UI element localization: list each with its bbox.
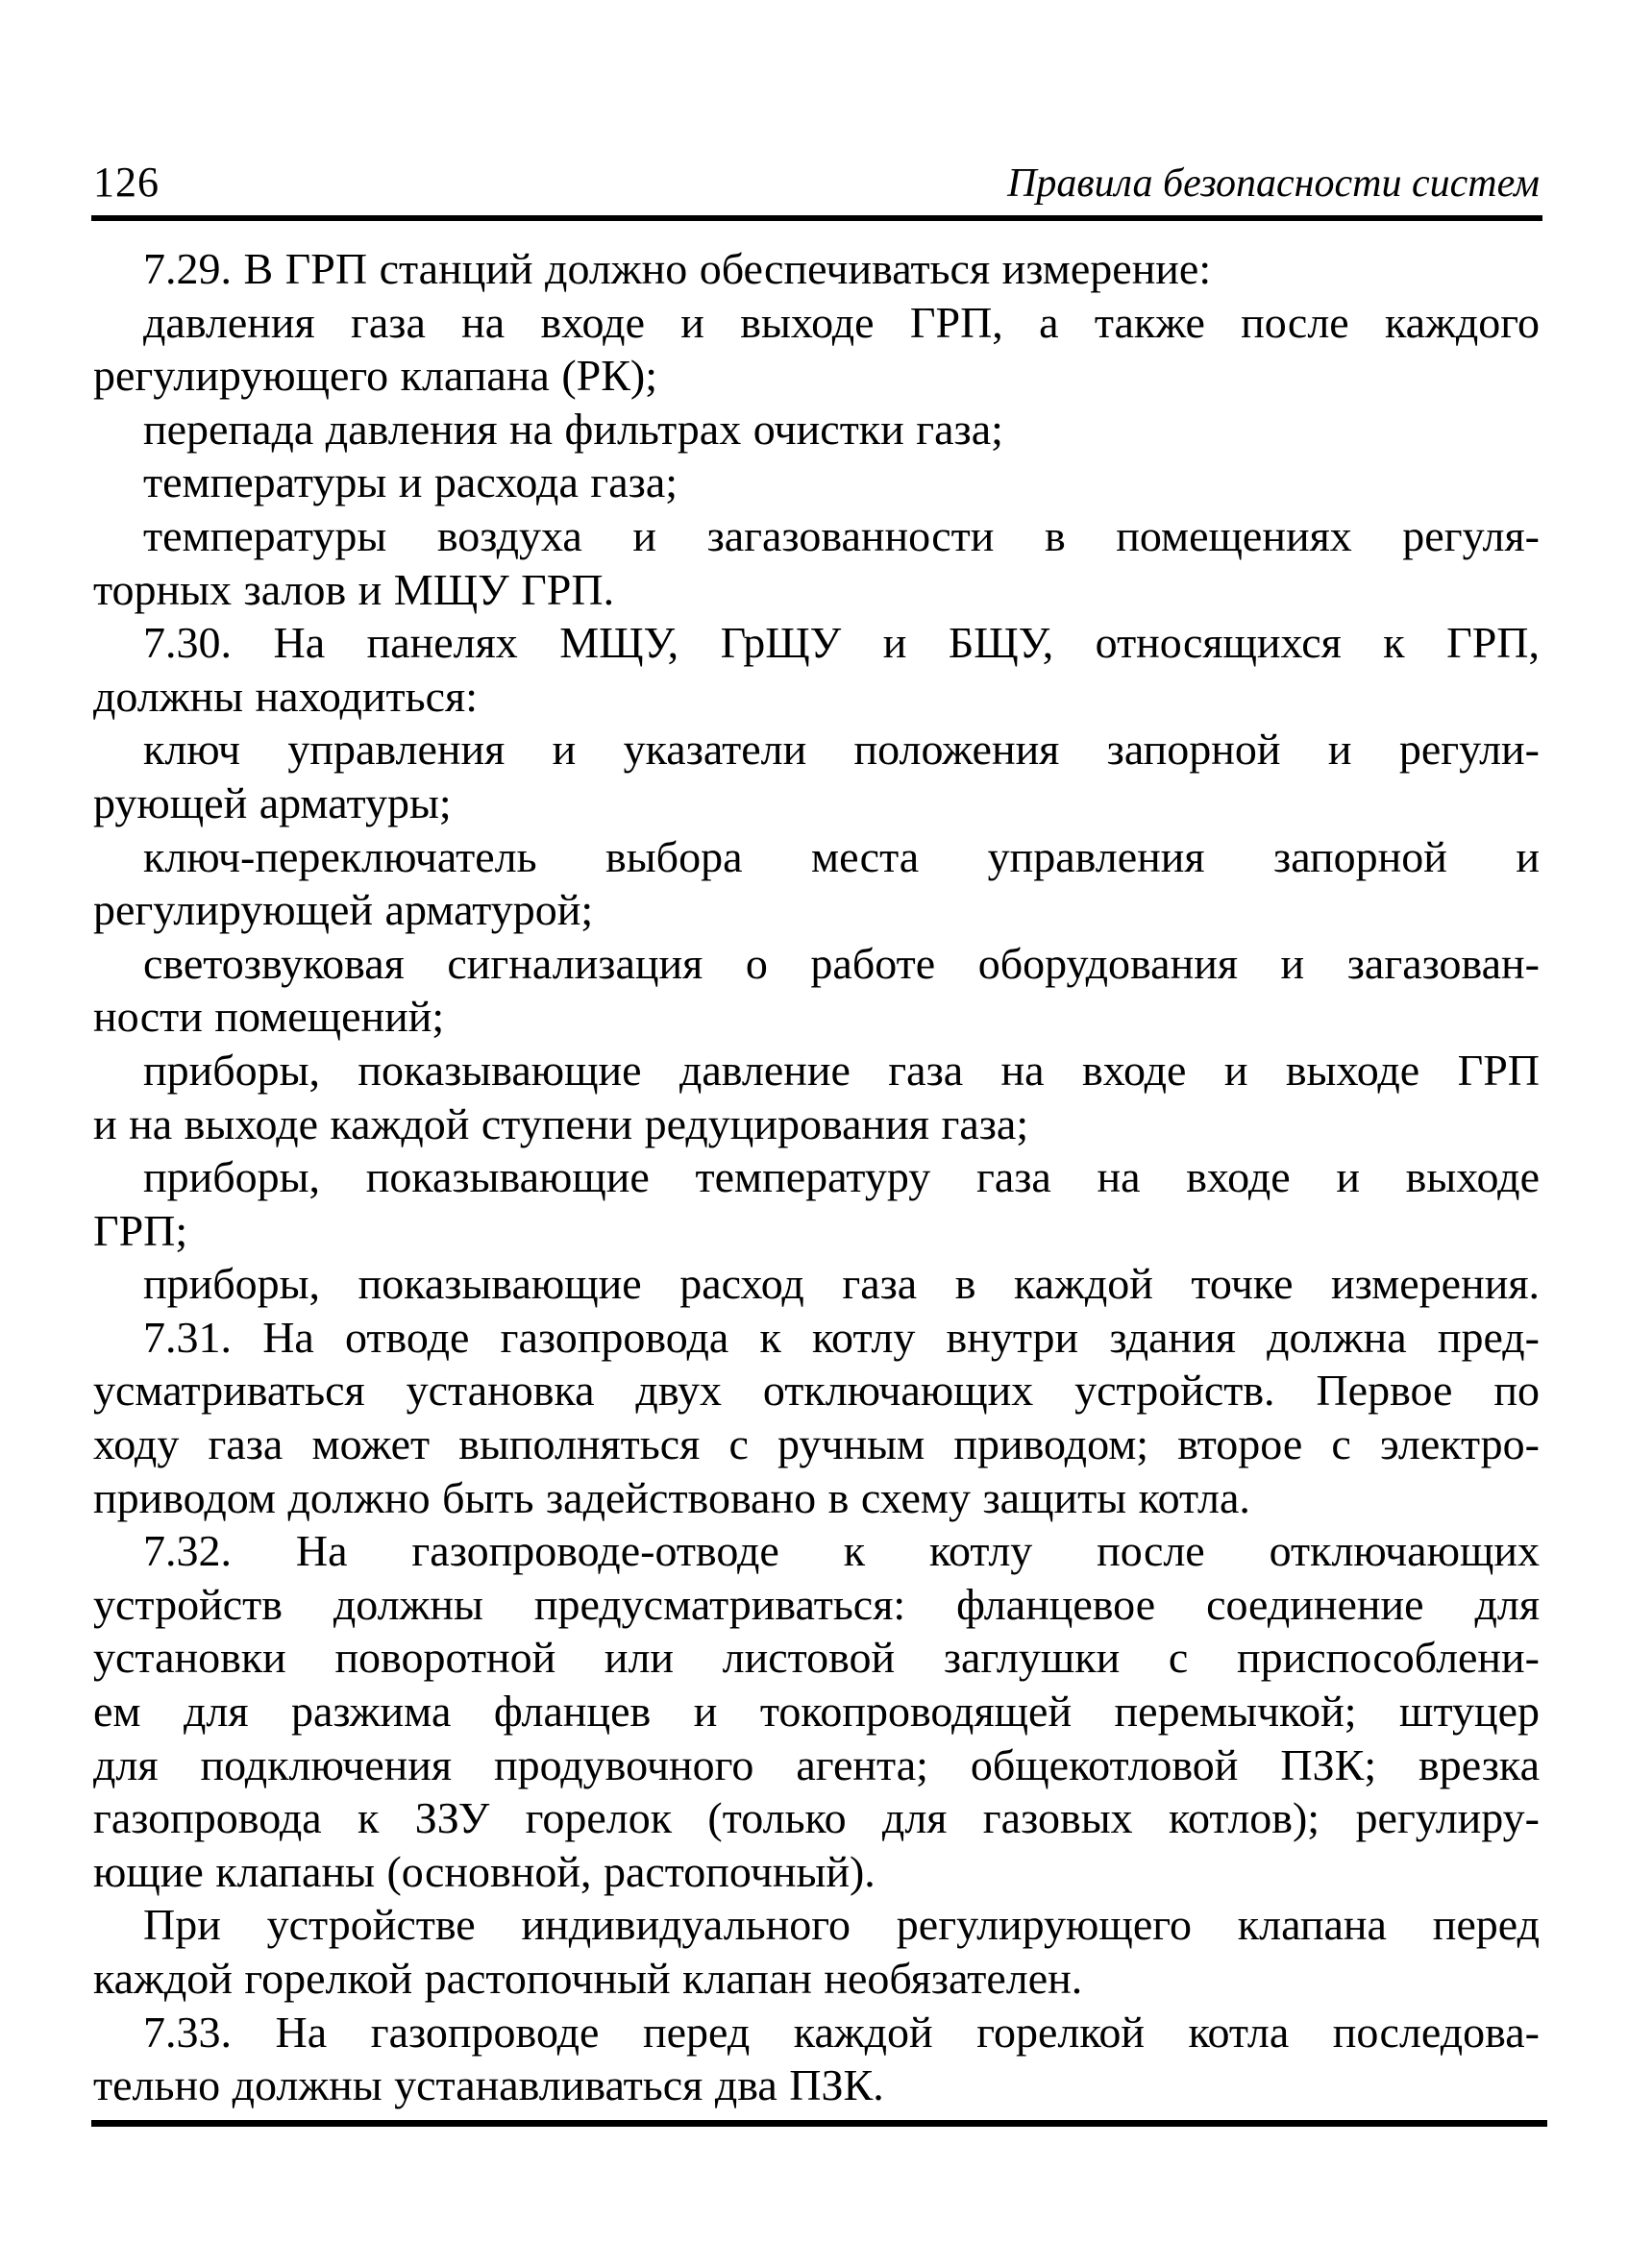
running-head: Правила безопасности систем xyxy=(1007,161,1540,206)
page-header xyxy=(93,160,1540,207)
text-line: давления газа на входе и выходе ГРП, а также после каждого xyxy=(143,297,1540,347)
text-line: светозвуковая сигнализация о работе оборудования и загазован- xyxy=(143,938,1540,988)
text-line: газопровода к ЗЗУ горелок (только для газовых котлов); регулиру- xyxy=(93,1793,1540,1843)
text-line: 7.33. На газопроводе перед каждой горелкой котла последова- xyxy=(143,2007,1540,2057)
text-line: устройств должны предусматриваться: фланцевое соединение для xyxy=(93,1579,1540,1629)
text-line: приборы, показывающие расход газа в каждой точке измерения. xyxy=(143,1259,1540,1309)
text-line: ключ управления и указатели положения запорной и регули- xyxy=(143,725,1540,775)
text-line: ющие клапаны (основной, растопочный). xyxy=(93,1846,876,1896)
text-line: ключ-переключатель выбора места управления запорной и xyxy=(143,831,1540,881)
text-line: ности помещений; xyxy=(93,992,445,1042)
text-line: ходу газа может выполняться с ручным приводом; второе с электро- xyxy=(93,1419,1540,1469)
text-line: регулирующего клапана (РК); xyxy=(93,351,658,401)
text-line: торных залов и МЩУ ГРП. xyxy=(93,564,615,614)
text-line: ГРП; xyxy=(93,1205,188,1255)
text-line: и на выходе каждой ступени редуцирования газа; xyxy=(93,1098,1029,1148)
text-line: перепада давления на фильтрах очистки газа; xyxy=(143,404,1003,454)
text-line: приводом должно быть задействовано в схему защиты котла. xyxy=(93,1472,1250,1522)
text-line: приборы, показывающие давление газа на входе и выходе ГРП xyxy=(143,1045,1540,1095)
text-line: ем для разжима фланцев и токопроводящей перемычкой; штуцер xyxy=(93,1687,1540,1737)
text-line: 7.30. На панелях МЩУ, ГрЩУ и БЩУ, относящихся к ГРП, xyxy=(143,618,1540,668)
text-line: установки поворотной или листовой заглушки с приспособлени- xyxy=(93,1633,1540,1683)
text-line: тельно должны устанавливаться два ПЗК. xyxy=(93,2060,884,2110)
body-text xyxy=(93,242,1540,2112)
text-line: температуры воздуха и загазованности в помещениях регуля- xyxy=(143,510,1540,560)
text-line: рующей арматуры; xyxy=(93,777,452,827)
footer-rule xyxy=(91,2120,1547,2127)
text-line: приборы, показывающие температуру газа на входе и выходе xyxy=(143,1152,1540,1202)
text-line: усматриваться установка двух отключающих устройств. Первое по xyxy=(93,1366,1540,1416)
page-number: 126 xyxy=(93,159,160,206)
header-rule xyxy=(91,215,1542,221)
text-line: для подключения продувочного агента; общекотловой ПЗК; врезка xyxy=(93,1739,1540,1789)
text-line: температуры и расхода газа; xyxy=(143,457,678,507)
text-line: 7.29. В ГРП станций должно обеспечиваться измерение: xyxy=(143,244,1212,293)
text-line: каждой горелкой растопочный клапан необязателен. xyxy=(93,1954,1083,2003)
text-line: 7.32. На газопроводе-отводе к котлу после отключающих xyxy=(143,1526,1540,1576)
text-line: регулирующей арматурой; xyxy=(93,885,594,935)
text-line: должны находиться: xyxy=(93,671,478,721)
text-line: 7.31. На отводе газопровода к котлу внутри здания должна пред- xyxy=(143,1312,1540,1362)
text-line: При устройстве индивидуального регулирующего клапана перед xyxy=(143,1900,1540,1950)
